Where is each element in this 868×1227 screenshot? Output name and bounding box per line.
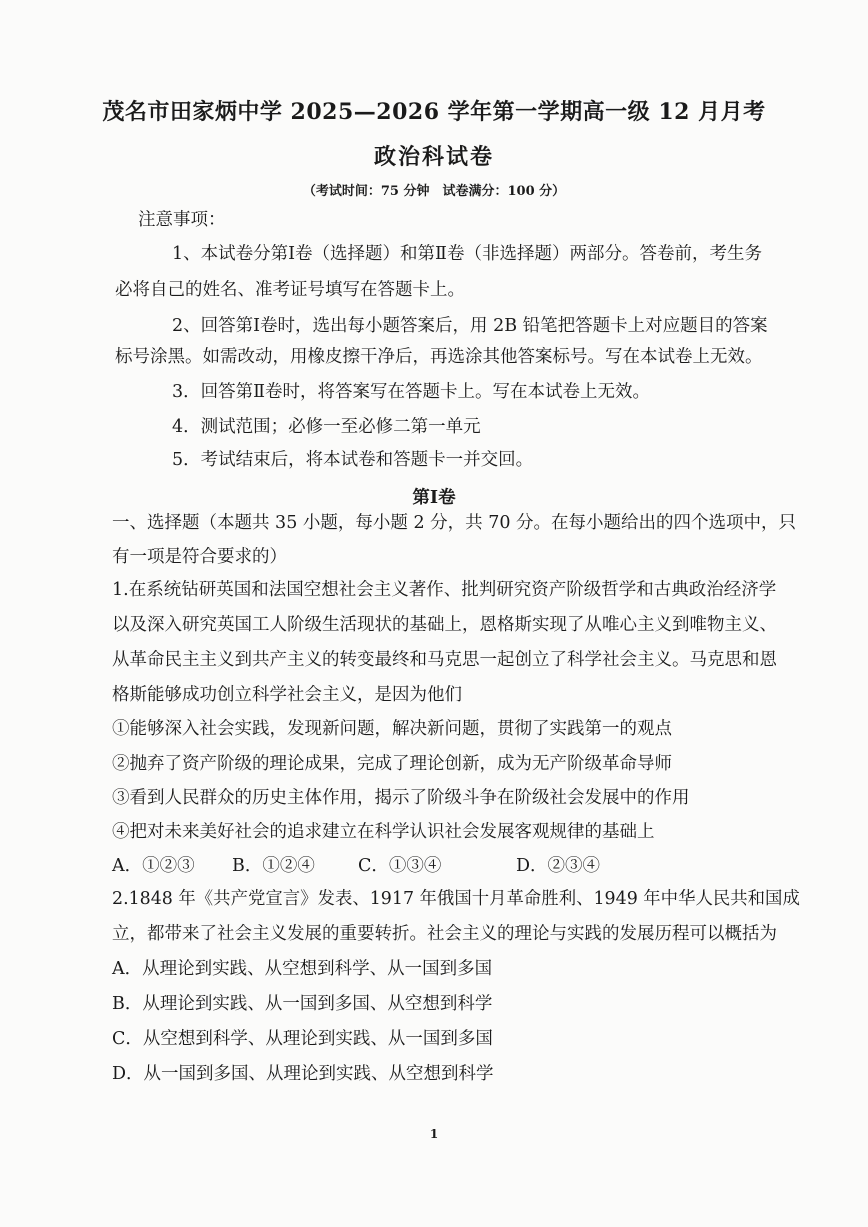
notice-line-1: 1、本试卷分第Ⅰ卷（选择题）和第Ⅱ卷（非选择题）两部分。答卷前，考生务 (172, 244, 762, 264)
q1-stem-line: 1.在系统钻研英国和法国空想社会主义著作、批判研究资产阶级哲学和古典政治经济学 (112, 580, 777, 600)
exam-info: （考试时间：75 分钟 试卷满分：100 分） (302, 184, 566, 199)
section-instruction-2: 有一项是符合要求的） (112, 547, 287, 567)
q1-option-d: D．②③④ (516, 856, 601, 876)
q1-statement: ②抛弃了资产阶级的理论成果，完成了理论创新，成为无产阶级革命导师 (112, 754, 672, 774)
notice-heading: 注意事项： (138, 210, 226, 230)
notice-line-7: 5．考试结束后，将本试卷和答题卡一并交回。 (172, 450, 534, 470)
q2-stem-line: 2.1848 年《共产党宣言》发表、1917 年俄国十月革命胜利、1949 年中华人民共和国成 (112, 889, 800, 909)
notice-line-4: 标号涂黑。如需改动，用橡皮擦干净后，再选涂其他答案标号。写在本试卷上无效。 (115, 347, 763, 367)
q2-option-d: D．从一国到多国、从理论到实践、从空想到科学 (112, 1064, 494, 1084)
q1-stem-line: 以及深入研究英国工人阶级生活现状的基础上，恩格斯实现了从唯心主义到唯物主义、 (112, 615, 777, 635)
q2-option-b: B．从理论到实践、从一国到多国、从空想到科学 (112, 994, 493, 1014)
q1-stem-line: 从革命民主主义到共产主义的转变最终和马克思一起创立了科学社会主义。马克思和恩 (112, 650, 777, 670)
notice-line-5: 3．回答第Ⅱ卷时，将答案写在答题卡上。写在本试卷上无效。 (172, 382, 651, 402)
page-number: 1 (429, 1127, 439, 1141)
section-title: 第Ⅰ卷 (412, 488, 456, 508)
section-instruction-1: 一、选择题（本题共 35 小题，每小题 2 分，共 70 分。在每小题给出的四个选项中，只 (112, 513, 797, 533)
exam-title: 茂名市田家炳中学 2025—2026 学年第一学期高一级 12 月月考 (102, 99, 766, 125)
q1-option-c: C．①③④ (358, 856, 442, 876)
exam-subtitle: 政治科试卷 (373, 144, 494, 170)
q1-statement: ①能够深入社会实践，发现新问题，解决新问题，贯彻了实践第一的观点 (112, 719, 672, 739)
q1-option-a: A．①②③ (112, 856, 195, 876)
q2-stem-line: 立，都带来了社会主义发展的重要转折。社会主义的理论与实践的发展历程可以概括为 (112, 924, 777, 944)
q2-option-a: A．从理论到实践、从空想到科学、从一国到多国 (112, 959, 493, 979)
q1-stem-line: 格斯能够成功创立科学社会主义，是因为他们 (112, 685, 462, 705)
notice-line-3: 2、回答第Ⅰ卷时，选出每小题答案后，用 2B 铅笔把答题卡上对应题目的答案 (172, 316, 768, 336)
notice-line-6: 4．测试范围；必修一至必修二第一单元 (172, 417, 481, 437)
notice-line-2: 必将自己的姓名、准考证号填写在答题卡上。 (115, 280, 465, 300)
q1-statement: ④把对未来美好社会的追求建立在科学认识社会发展客观规律的基础上 (112, 822, 655, 842)
q1-statement: ③看到人民群众的历史主体作用，揭示了阶级斗争在阶级社会发展中的作用 (112, 788, 690, 808)
q1-option-b: B．①②④ (232, 856, 315, 876)
q2-option-c: C．从空想到科学、从理论到实践、从一国到多国 (112, 1029, 493, 1049)
